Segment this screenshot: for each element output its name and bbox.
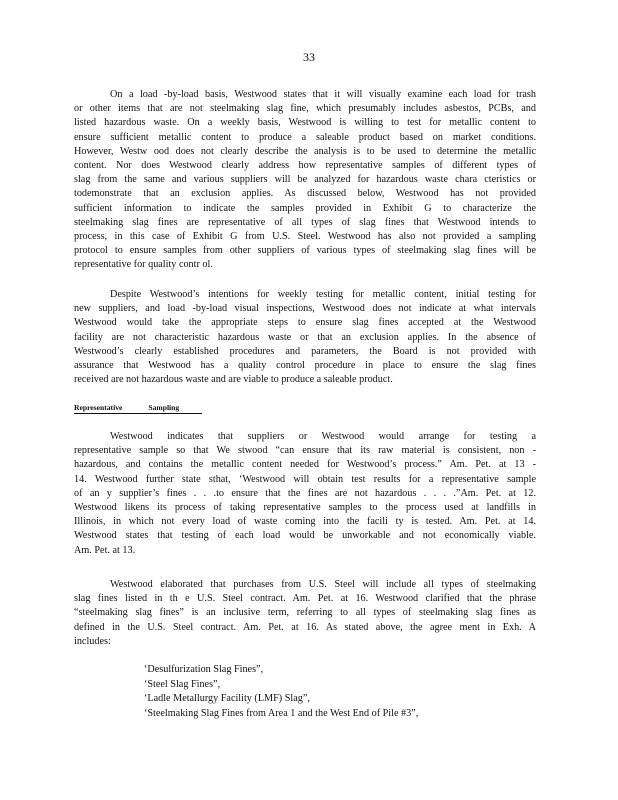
paragraph-us-steel-contract bbox=[74, 578, 536, 649]
text-line: On a load -by-load basis, Westwood states that it will visually examine each load for trash bbox=[110, 89, 536, 100]
text-line: Westwood likens its process of taking representative samples to the process used at landfills in bbox=[74, 502, 536, 514]
text-line: representative for quality contr ol. bbox=[74, 259, 213, 271]
text-line: defined in the U.S. Steel contract. Am. Pet. at 16. As stated above, the agree ment in Exh. A bbox=[74, 621, 536, 633]
text-line: assurance that Westwood has a quality control procedure in place to ensure the slag fines bbox=[74, 360, 536, 372]
text-line: content. Nor does Westwood clearly address how representative samples of different types of bbox=[74, 160, 536, 172]
text-line: ensure sufficient metallic content to produce a saleable product based on market conditions. bbox=[74, 131, 536, 143]
text-line: Westwood indicates that suppliers or Westwood would arrange for testing a bbox=[110, 431, 536, 442]
text-line: todemonstrate that an exclusion applies. As discussed below, Westwood has not provided bbox=[74, 188, 536, 200]
paragraph-quality-control bbox=[74, 88, 536, 273]
text-line: Illinois, in which not every load of waste coming into the facili ty is tested. Am. Pet. at 14. bbox=[74, 516, 536, 528]
text-line: representative sample so that We stwood “can ensure that its raw material is consistent, non - bbox=[74, 445, 536, 457]
list-item bbox=[126, 663, 418, 678]
text-line: Westwood elaborated that purchases from U.S. Steel will include all types of steelmaking bbox=[110, 579, 536, 590]
text-line: steelmaking slag fines are representative of all types of slag fines that Westwood intends to bbox=[74, 216, 536, 228]
paragraph-testing-intervals bbox=[74, 288, 536, 387]
heading-word: Sampling bbox=[148, 403, 180, 412]
list-item-text: ‘Desulfurization Slag Fines”, bbox=[144, 664, 264, 675]
text-line: includes: bbox=[74, 635, 111, 647]
page-number: 33 bbox=[303, 50, 315, 64]
text-line: new suppliers, and load -by-load visual inspections, Westwood does not indicate at what intervals bbox=[74, 303, 536, 315]
slag-types-list bbox=[126, 663, 418, 721]
text-line: hazardous, and contains the metallic content needed for Westwood’s process.” Am. Pet. at 13 - bbox=[74, 459, 536, 471]
text-line: slag from the same and various suppliers will be analyzed for hazardous waste chara cteristics or bbox=[74, 174, 536, 186]
text-line: Westwood would take the appropriate steps to ensure slag fines accepted at the Westwood bbox=[74, 317, 536, 329]
text-line: “steelmaking slag fines” is an inclusive term, referring to all types of steelmaking slag fines as bbox=[74, 607, 536, 619]
text-line: Westwood states that testing of each load would be unworkable and not economically viable. bbox=[74, 530, 536, 542]
list-item bbox=[126, 692, 418, 707]
text-line: received are not hazardous waste and are viable to produce a saleable product. bbox=[74, 374, 393, 386]
text-line: 14. Westwood further state sthat, ‘Westwood will obtain test results for a representative sample bbox=[74, 473, 536, 485]
text-line: slag fines listed in th e U.S. Steel contract. Am. Pet. at 16. Westwood clarified that the phrase bbox=[74, 593, 536, 605]
text-line: Westwood’s clearly established procedures and parameters, the Board is not provided with bbox=[74, 345, 536, 357]
text-line: protocol to ensure samples from other suppliers of various types of steelmaking slag fines will be bbox=[74, 245, 536, 257]
text-line: of an y supplier’s fines . . .to ensure that the fines are not hazardous . . . .”Am. Pet. at 12. bbox=[74, 487, 536, 499]
section-heading-representative-sampling bbox=[74, 403, 202, 414]
text-line: facility are not characteristic hazardous waste or that an exclusion applies. In the absence of bbox=[74, 331, 536, 343]
paragraph-representative-sample bbox=[74, 430, 536, 558]
list-item bbox=[126, 707, 418, 722]
list-item-text: ‘Steel Slag Fines”, bbox=[144, 678, 221, 690]
list-item bbox=[126, 678, 418, 693]
text-line: However, Westw ood does not clearly describe the analysis is to be used to determine the metallic bbox=[74, 145, 536, 157]
text-line: or other items that are not steelmaking slag fine, which presumably includes asbestos, PCBs, and bbox=[74, 103, 536, 115]
text-line: process, in this case of Exhibit G from U.S. Steel. Westwood has also not provided a sampling bbox=[74, 231, 536, 243]
text-line: sufficient information to indicate the samples provided in Exhibit G to characterize the bbox=[74, 202, 536, 214]
list-item-text: ‘Ladle Metallurgy Facility (LMF) Slag”, bbox=[144, 693, 310, 705]
text-line: Am. Pet. at 13. bbox=[74, 544, 136, 556]
text-line: listed hazardous waste. On a weekly basis, Westwood is willing to test for metallic content to bbox=[74, 117, 536, 129]
list-item-text: ‘Steelmaking Slag Fines from Area 1 and the West End of Pile #3”, bbox=[144, 707, 419, 719]
text-line: Despite Westwood’s intentions for weekly testing for metallic content, initial testing for bbox=[110, 289, 536, 300]
heading-word: Representative bbox=[74, 403, 123, 412]
